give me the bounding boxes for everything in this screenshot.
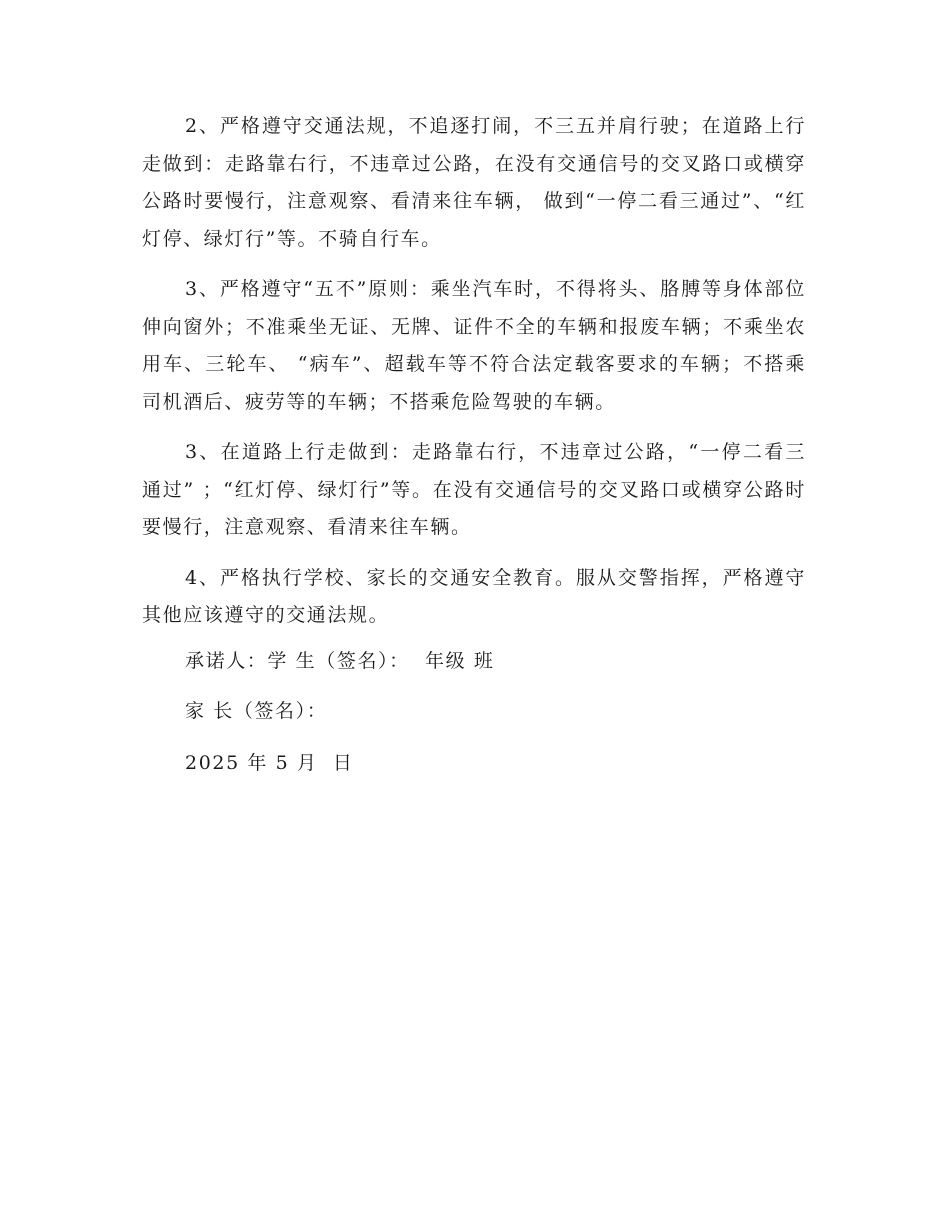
student-signature-line: 承诺人：学 生（签名）： 年级 班 xyxy=(185,649,495,672)
date-line: 2025 年 5 月 日 xyxy=(185,751,354,774)
paragraph-rule-2: 2、严格遵守交通法规，不追逐打闹，不三五并肩行驶；在道路上行走做到：走路靠右行，不违章过公路，在没有交通信号的交叉路口或横穿公路时要慢行，注意观察、看清来往车辆， 做到“一停二看三通过”、“红灯停、绿灯行”等。不骑自行车。 xyxy=(142,115,806,250)
paragraph-rule-3-walking: 3、在道路上行走做到：走路靠右行，不违章过公路，“一停二看三通过” ；“红灯停、绿灯行”等。在没有交通信号的交叉路口或横穿公路时要慢行，注意观察、看清来往车辆。 xyxy=(142,441,806,538)
parent-signature-line: 家 长（签名）： xyxy=(185,699,328,722)
document-page xyxy=(142,108,806,776)
paragraph-rule-3-five-nos: 3、严格遵守“五不”原则：乘坐汽车时，不得将头、胳膊等身体部位伸向窗外；不准乘坐无证、无牌、证件不全的车辆和报废车辆；不乘坐农用车、三轮车、 “病车”、超载车等不符合法定载客要求的车辆；不搭乘司机酒后、疲劳等的车辆；不搭乘危险驾驶的车辆。 xyxy=(142,278,806,413)
paragraph-rule-4: 4、严格执行学校、家长的交通安全教育。服从交警指挥，严格遵守其他应该遵守的交通法规。 xyxy=(142,566,806,626)
